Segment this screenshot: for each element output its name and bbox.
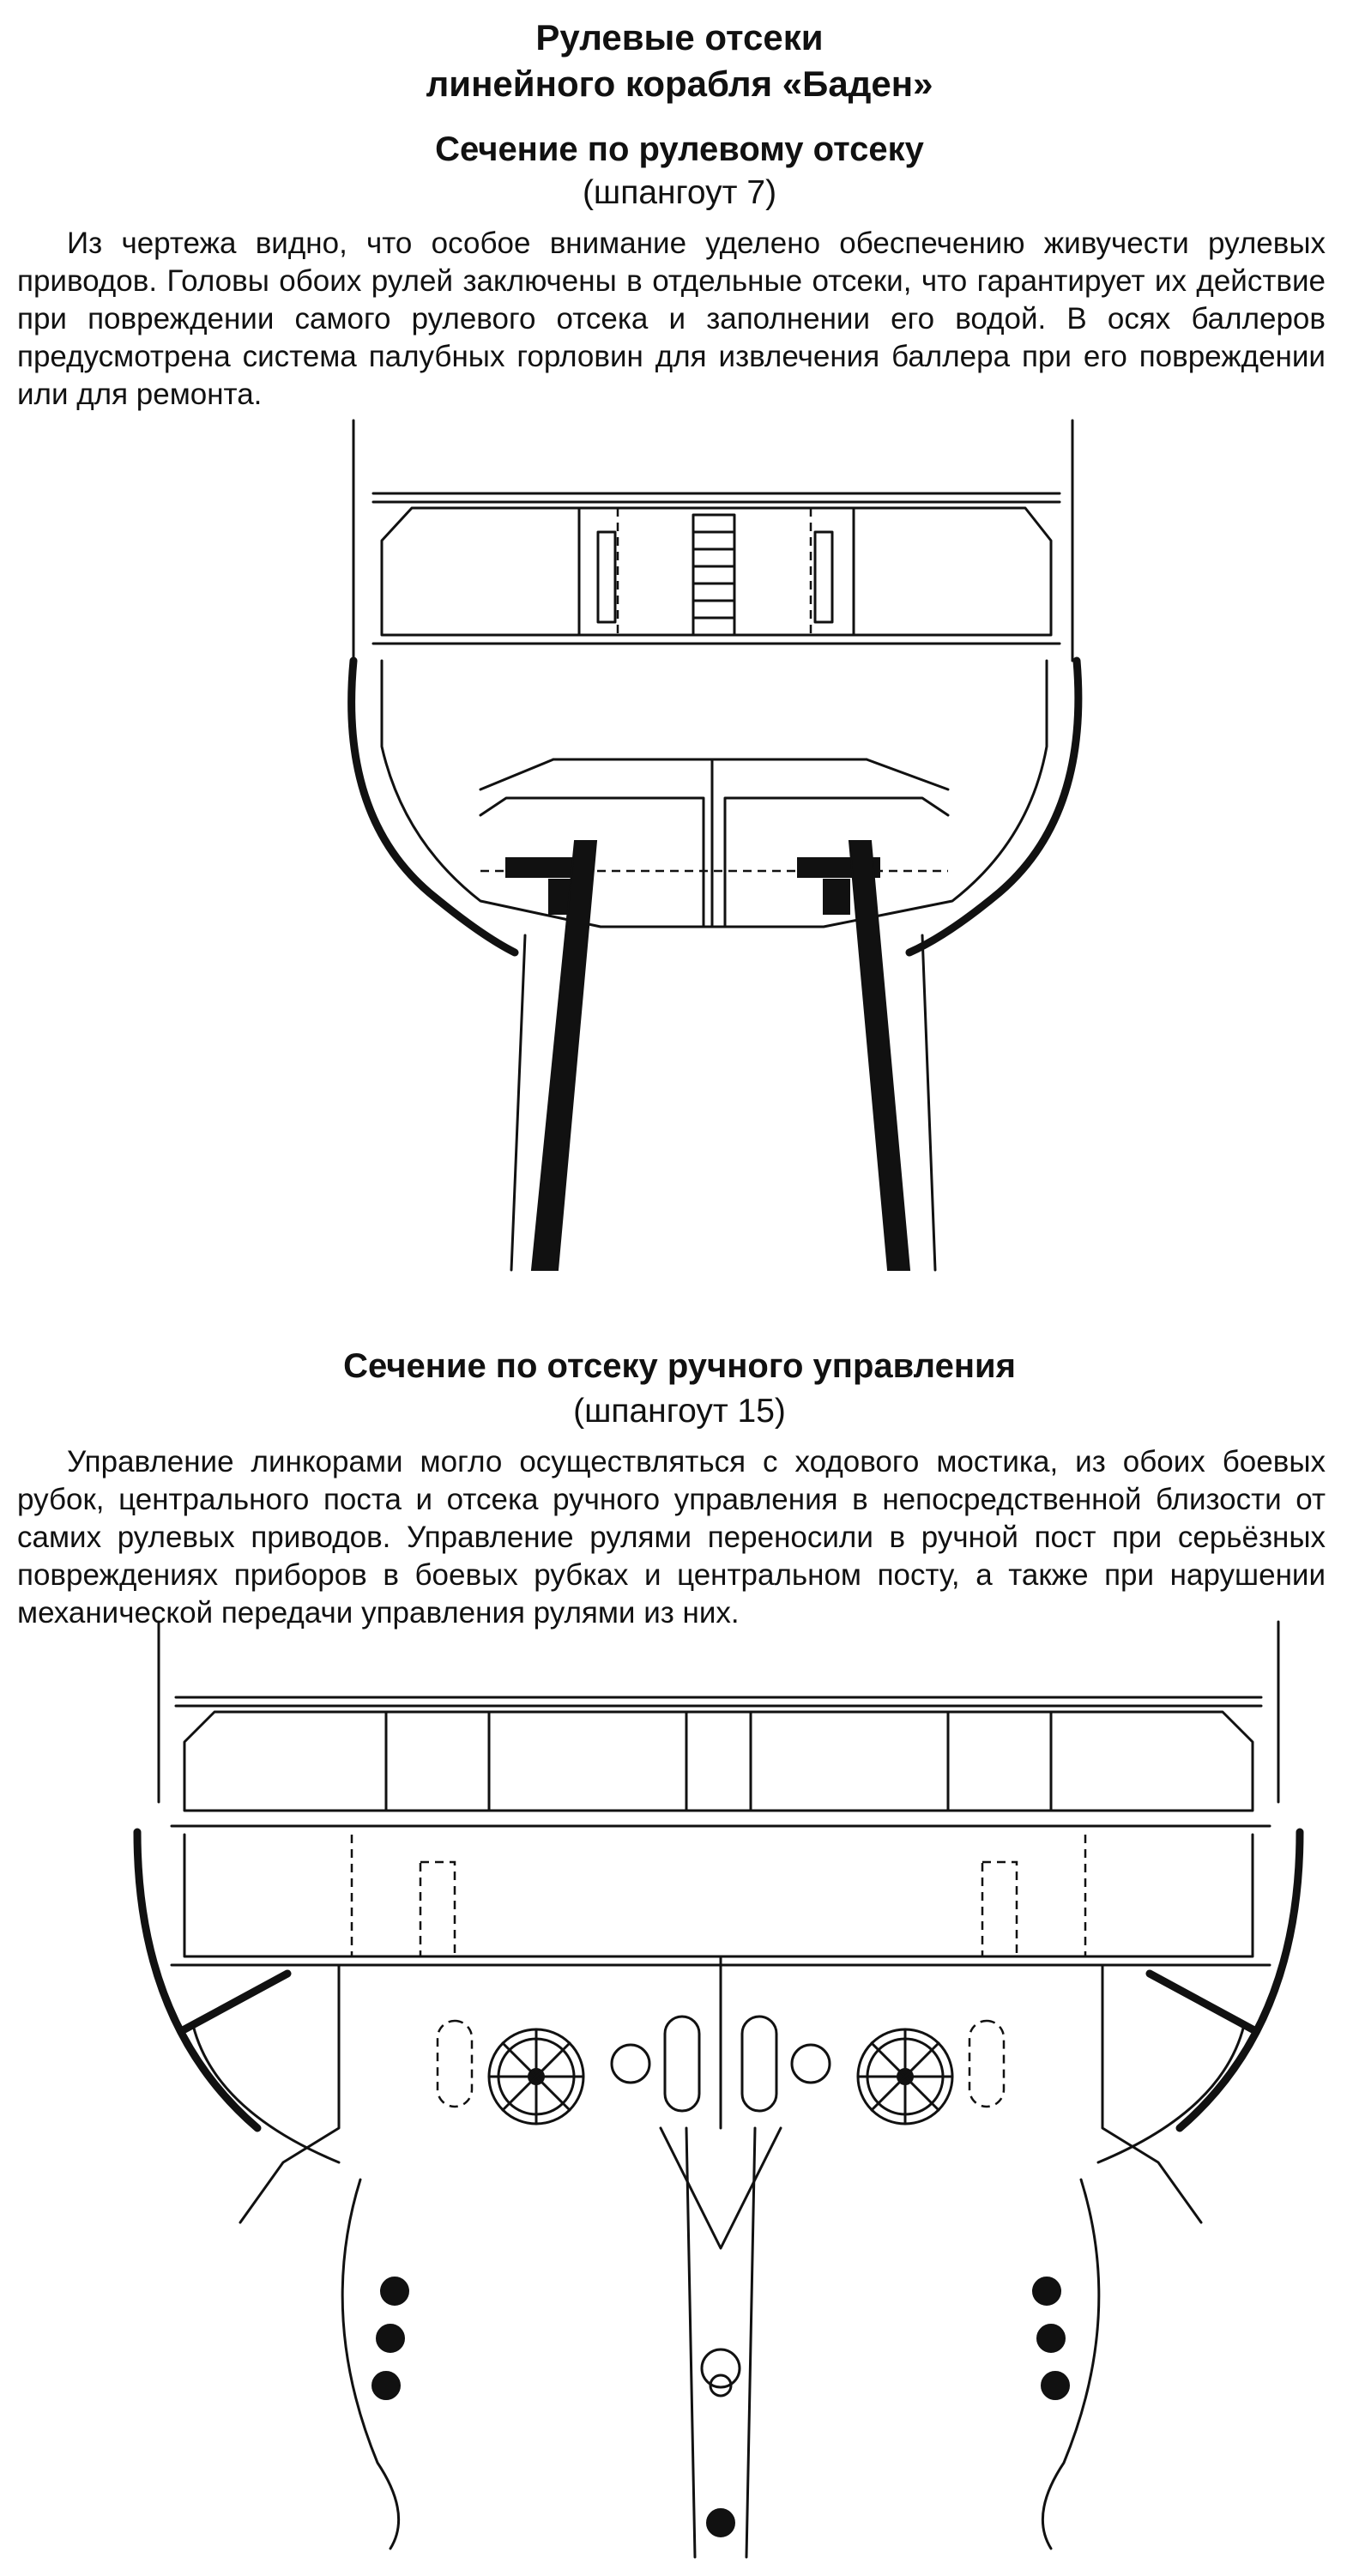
hull-outline: [352, 420, 1078, 952]
rudder-stocks: [511, 841, 935, 1270]
section1-frame-label: (шпангоут 7): [582, 174, 777, 211]
bracket-bearings: [372, 2277, 1069, 2537]
page-title-line-2: линейного корабля «Баден»: [426, 63, 933, 104]
section2-paragraph: Управление линкорами могло осуществляться с ходового мостика, из обоих боевых рубок, центрального поста и отсека ручного управления в непосредственной близости от самих рулевых приводов. Управление рулями переносили в ручной пост при серьёзных повреждениях приборов в боевых рубках и центральном посту, а также при нарушении механической передачи управления рулями из них.: [17, 1445, 1326, 1630]
section2-frame-label: (шпангоут 15): [573, 1393, 786, 1430]
deck-frames: [352, 1712, 1085, 1956]
section1-heading: Сечение по рулевому отсеку: [435, 130, 924, 168]
hand-steering-drawing: [0, 1613, 1359, 2570]
steering-compartment-drawing: [0, 412, 1359, 1279]
shaft-brackets: [240, 1956, 1201, 2557]
rudder-head-compartments: [480, 759, 948, 927]
page-title-line-1: Рулевые отсеки: [535, 17, 824, 57]
hull-outline-2: [137, 1622, 1300, 2162]
upper-compartments: [579, 508, 854, 635]
section2-heading: Сечение по отсеку ручного управления: [343, 1347, 1016, 1385]
section1-paragraph: Из чертежа видно, что особое внимание уделено обеспечению живучести рулевых приводов. Головы обоих рулей заключены в отдельные отсеки, что гарантирует их действие при повреждении самого рулевого отсека и заполнении его водой. В осях баллеров предусмотрена система палубных горловин для извлечения баллера при его повреждении или для ремонта.: [17, 227, 1326, 411]
